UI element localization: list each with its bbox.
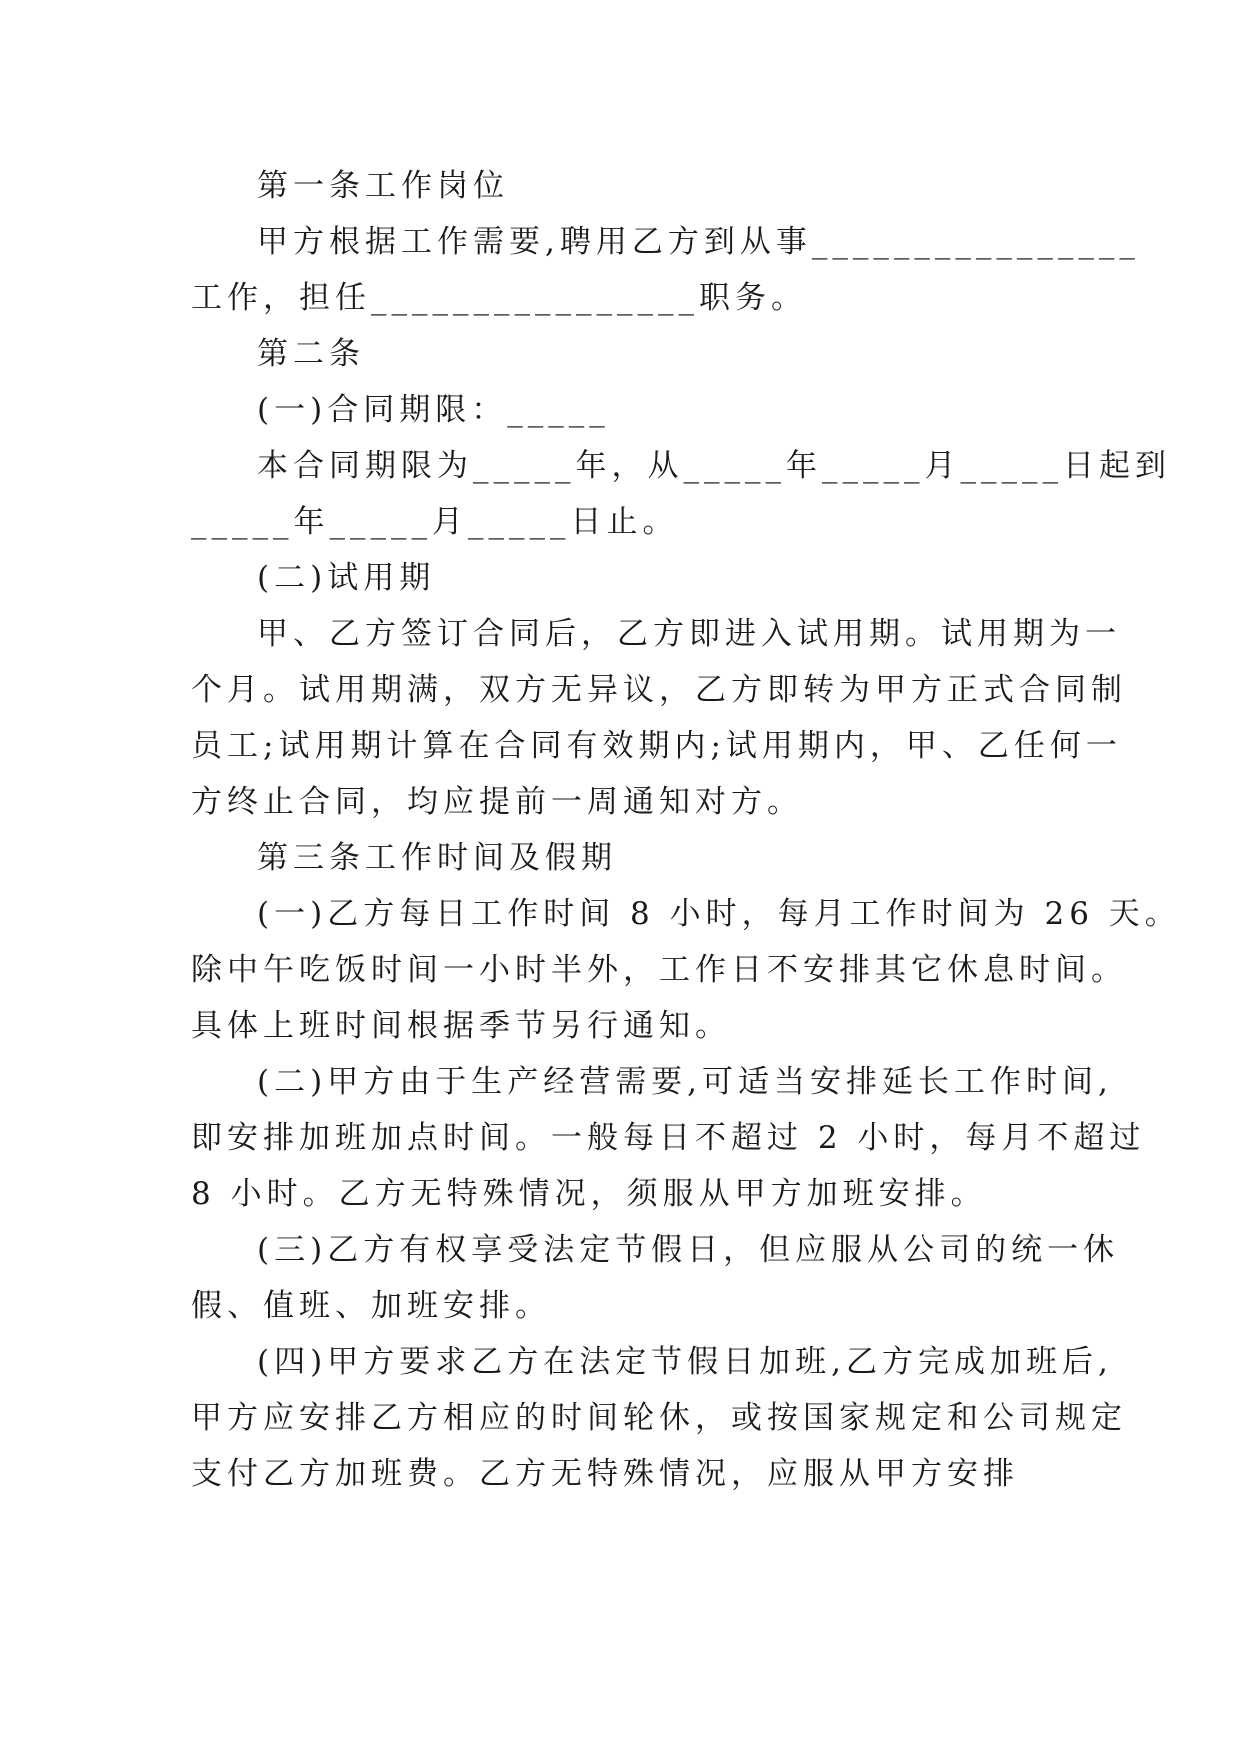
text-line: 即安排加班加点时间。一般每日不超过 2 小时，每月不超过 [191, 1120, 1146, 1156]
paragraph-line [0, 270, 1241, 326]
text-line: (一)乙方每日工作时间 8 小时，每月工作时间为 26 天。 [257, 896, 1181, 932]
paragraph-line [0, 1054, 1241, 1110]
paragraph-line [0, 606, 1241, 662]
paragraph-line [0, 1222, 1241, 1278]
paragraph-line [0, 1334, 1241, 1390]
text-line: _____年_____月_____日止。 [191, 504, 679, 540]
text-line: (一)合同期限：_____ [257, 392, 610, 428]
text-line: 具体上班时间根据季节另行通知。 [191, 1008, 731, 1044]
text-line: 第二条 [257, 336, 365, 372]
text-line: 工作，担任________________职务。 [191, 280, 807, 316]
text-line: 甲方应安排乙方相应的时间轮休，或按国家规定和公司规定 [191, 1400, 1127, 1436]
paragraph-line [0, 1446, 1241, 1502]
paragraph-line [0, 1390, 1241, 1446]
text-line: 本合同期限为_____年，从_____年_____月_____日起到 [257, 448, 1171, 484]
text-line: (二)甲方由于生产经营需要,可适当安排延长工作时间, [257, 1064, 1113, 1100]
paragraph-line [0, 774, 1241, 830]
text-line: 甲方根据工作需要,聘用乙方到从事________________ [257, 224, 1140, 260]
paragraph-line [0, 718, 1241, 774]
text-line: (三)乙方有权享受法定节假日，但应服从公司的统一休 [257, 1232, 1120, 1268]
paragraph-line [0, 942, 1241, 998]
text-line: (四)甲方要求乙方在法定节假日加班,乙方完成加班后, [257, 1344, 1113, 1380]
article-heading [0, 158, 1241, 214]
text-line: 8 小时。乙方无特殊情况，须服从甲方加班安排。 [191, 1176, 987, 1212]
text-line: (二)试用期 [257, 560, 436, 596]
text-line: 员工;试用期计算在合同有效期内;试用期内，甲、乙任何一 [191, 728, 1122, 764]
paragraph-line [0, 886, 1241, 942]
paragraph-line [0, 214, 1241, 270]
text-line: 方终止合同，均应提前一周通知对方。 [191, 784, 803, 820]
paragraph-line [0, 662, 1241, 718]
text-line: 支付乙方加班费。乙方无特殊情况，应服从甲方安排 [191, 1456, 1019, 1492]
paragraph-line [0, 438, 1241, 494]
paragraph-line [0, 382, 1241, 438]
article-heading [0, 830, 1241, 886]
article-heading [0, 326, 1241, 382]
paragraph-line [0, 494, 1241, 550]
paragraph-line [0, 1110, 1241, 1166]
text-line: 甲、乙方签订合同后，乙方即进入试用期。试用期为一 [257, 616, 1121, 652]
paragraph-line [0, 550, 1241, 606]
text-line: 第一条工作岗位 [257, 168, 509, 204]
paragraph-line [0, 1278, 1241, 1334]
text-line: 除中午吃饭时间一小时半外，工作日不安排其它休息时间。 [191, 952, 1127, 988]
text-line: 假、值班、加班安排。 [191, 1288, 551, 1324]
text-line: 第三条工作时间及假期 [257, 840, 617, 876]
paragraph-line [0, 1166, 1241, 1222]
text-line: 个月。试用期满，双方无异议，乙方即转为甲方正式合同制 [191, 672, 1127, 708]
paragraph-line [0, 998, 1241, 1054]
